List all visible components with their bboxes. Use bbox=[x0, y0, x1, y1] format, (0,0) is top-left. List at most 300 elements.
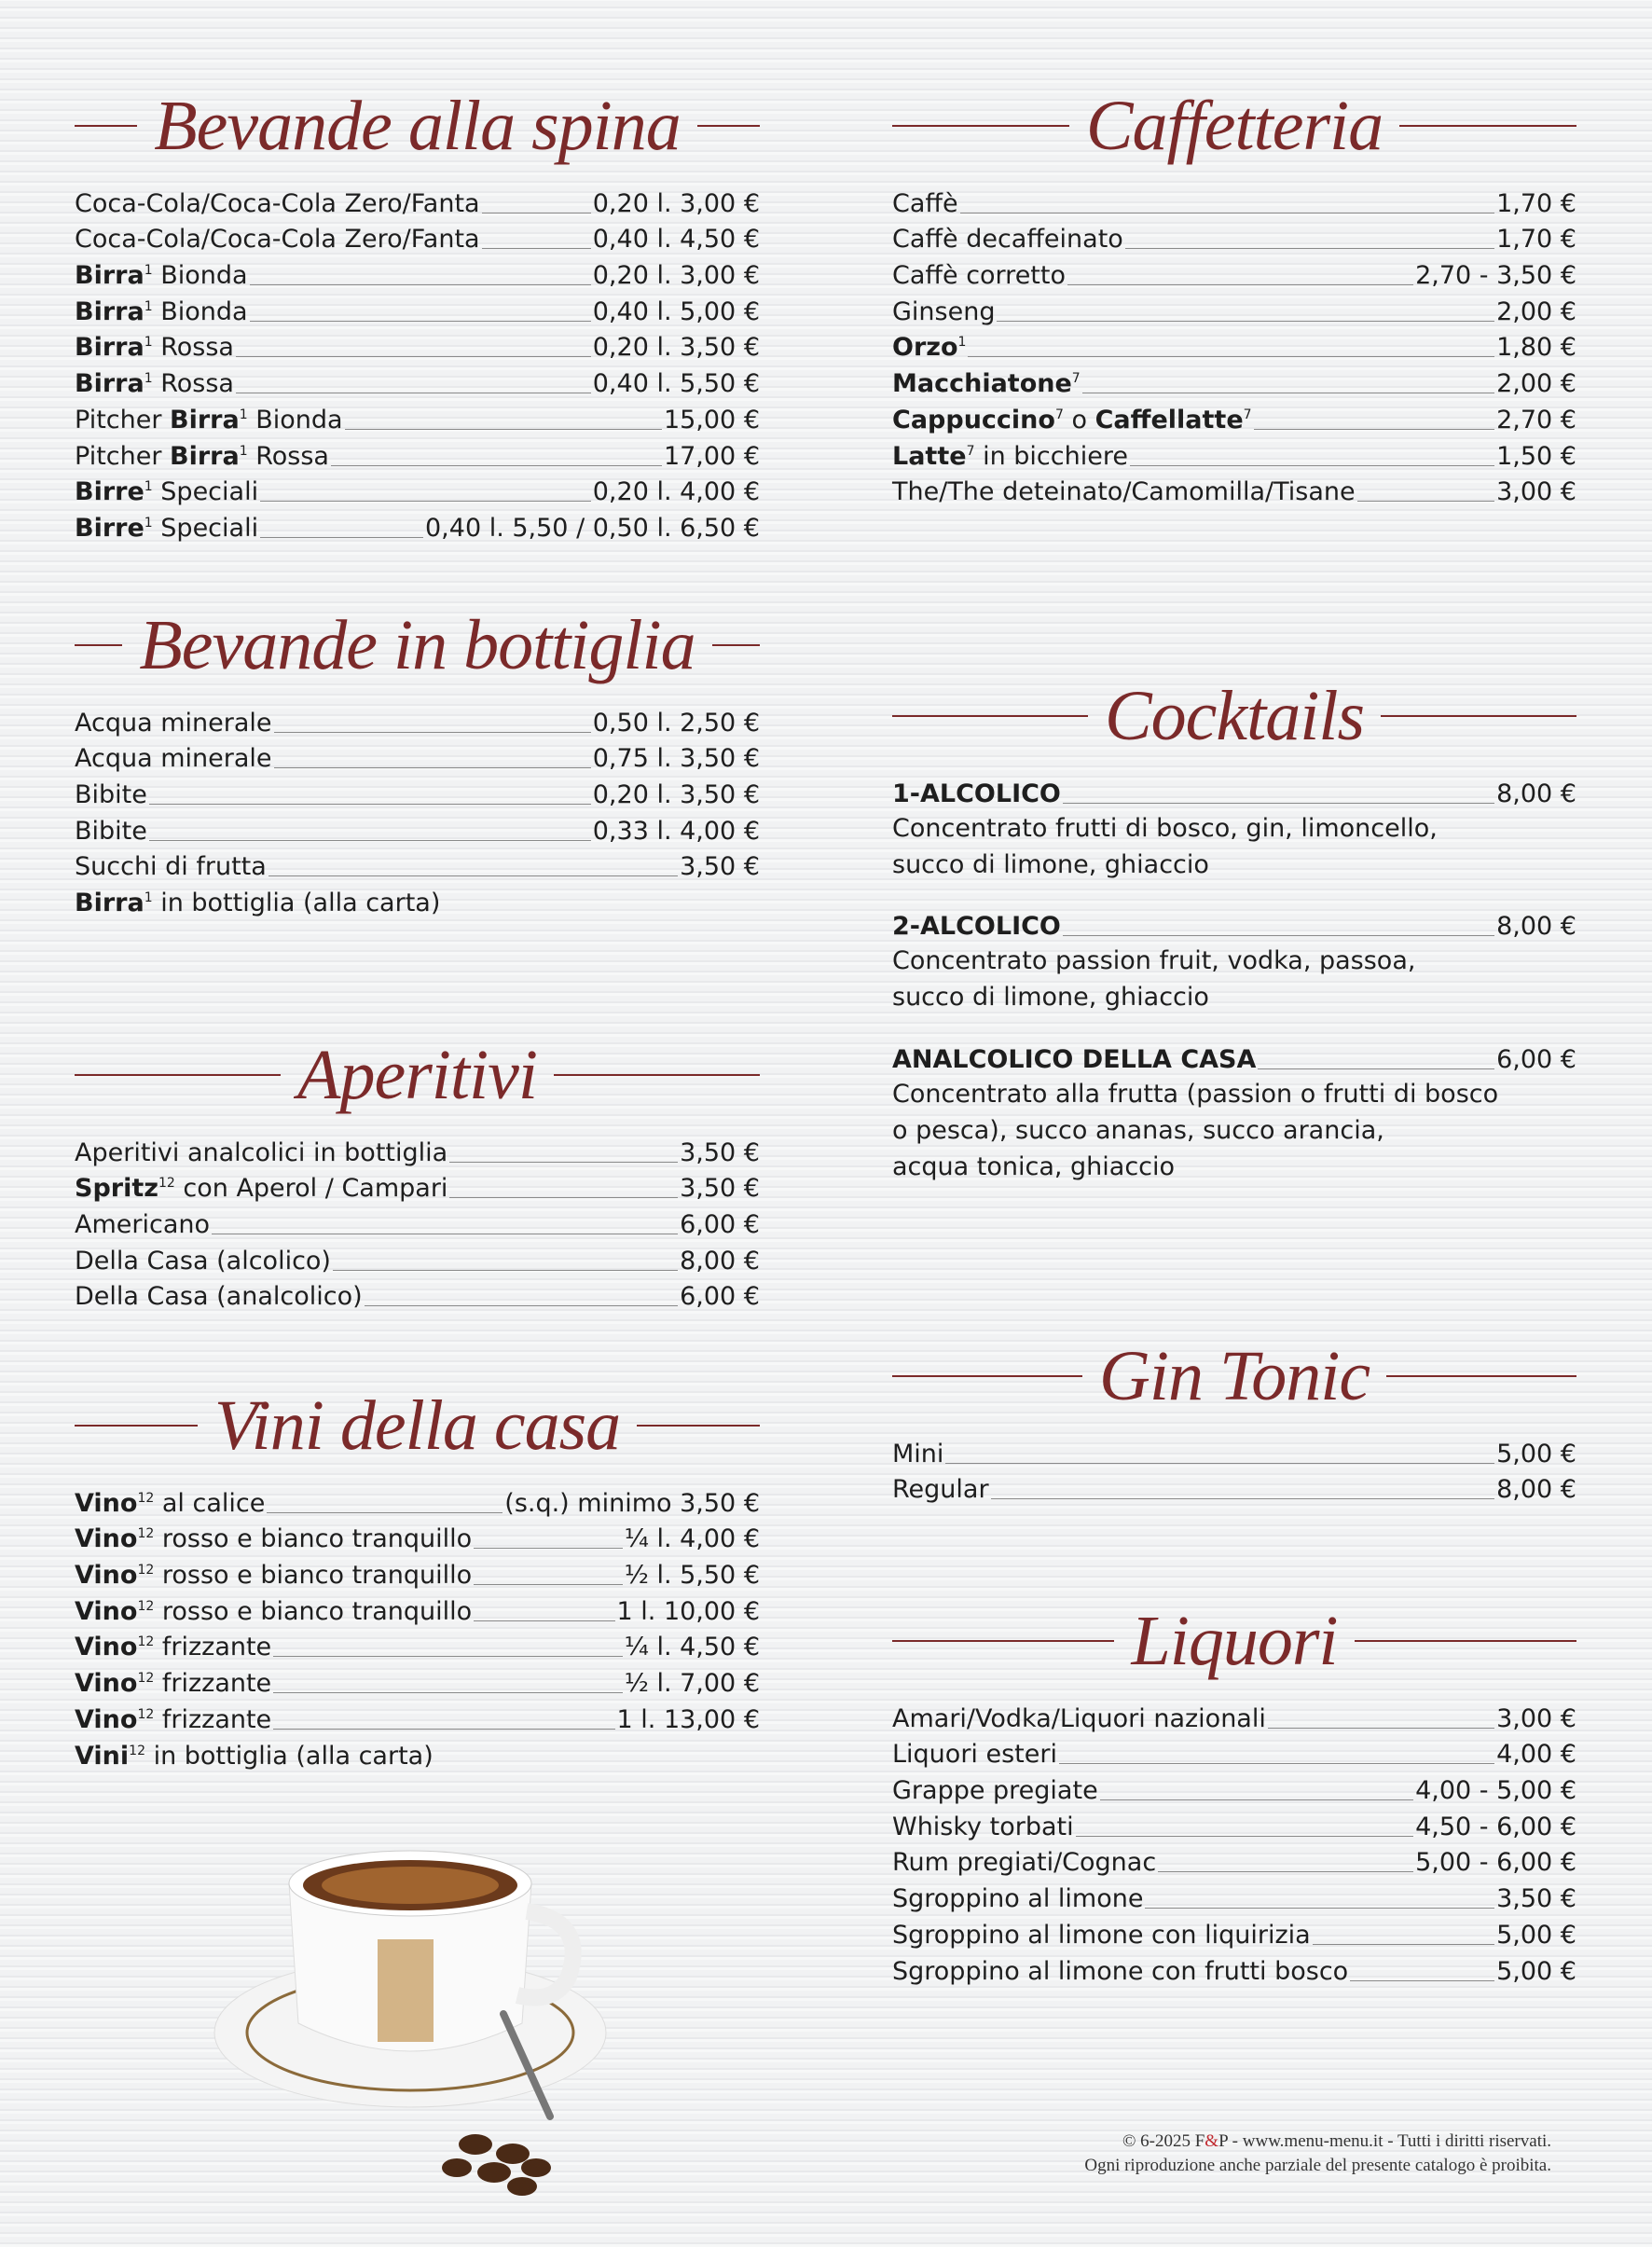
section-header bbox=[75, 600, 760, 690]
cocktail-description: Concentrato frutti di bosco, gin, limoncello, bbox=[892, 813, 1438, 843]
leader-line bbox=[1258, 1068, 1494, 1069]
item-name bbox=[892, 441, 1128, 473]
item-name bbox=[75, 368, 234, 400]
divider-line bbox=[892, 1640, 1114, 1642]
section-title: Caffetteria bbox=[1085, 86, 1384, 165]
divider-line bbox=[892, 1375, 1082, 1377]
menu-item bbox=[892, 1951, 1576, 1988]
menu-item bbox=[892, 1915, 1576, 1951]
item-name bbox=[75, 888, 440, 919]
menu-item bbox=[75, 473, 760, 509]
item-name bbox=[75, 1560, 472, 1592]
leader-line bbox=[482, 248, 591, 249]
item-list bbox=[75, 1133, 760, 1313]
menu-item bbox=[75, 255, 760, 292]
leader-line bbox=[260, 537, 423, 538]
item-name bbox=[892, 1883, 1143, 1915]
divider-line bbox=[712, 644, 760, 646]
menu-item bbox=[75, 292, 760, 328]
allergen-superscript: 1 bbox=[144, 371, 153, 387]
item-name-bold: Birra bbox=[75, 296, 145, 326]
item-name-text: Amari/Vodka/Liquori nazionali bbox=[892, 1703, 1266, 1733]
menu-item bbox=[75, 1520, 760, 1556]
item-name-bold: Cappuccino bbox=[892, 405, 1055, 434]
item-price: 1,70 € bbox=[1496, 188, 1576, 218]
item-price: 0,40 l. 4,50 € bbox=[592, 225, 760, 255]
item-name-text: Coca-Cola/Coca-Cola Zero/Fanta bbox=[75, 188, 480, 218]
item-list bbox=[892, 1699, 1576, 1988]
cocktail-item bbox=[892, 774, 1576, 883]
leader-line bbox=[333, 1270, 678, 1271]
item-name-bold: Birra bbox=[75, 889, 145, 918]
menu-item bbox=[892, 436, 1576, 473]
section-title: Bevande in bottiglia bbox=[139, 605, 695, 684]
leader-line bbox=[236, 356, 591, 357]
item-name-text: Pitcher bbox=[75, 405, 171, 434]
leader-line bbox=[1158, 1871, 1413, 1872]
item-name-text: Coca-Cola/Coca-Cola Zero/Fanta bbox=[75, 225, 480, 255]
allergen-superscript: 12 bbox=[137, 1563, 155, 1578]
item-name-text: Della Casa (alcolico) bbox=[75, 1246, 331, 1275]
item-name bbox=[75, 1704, 271, 1736]
item-name-text: Mini bbox=[892, 1439, 944, 1468]
leader-line bbox=[149, 840, 591, 841]
item-name-bold: Birra bbox=[75, 261, 145, 291]
leader-line bbox=[274, 767, 591, 768]
section-bevande-alla-spina bbox=[75, 81, 760, 545]
item-name bbox=[892, 260, 1066, 292]
menu-item bbox=[892, 400, 1576, 436]
item-price: 8,00 € bbox=[680, 1246, 760, 1275]
menu-item bbox=[75, 1663, 760, 1700]
menu-item bbox=[892, 220, 1576, 256]
item-name-text: Rossa bbox=[152, 333, 234, 363]
item-name-bold: Latte bbox=[892, 441, 967, 471]
item-list bbox=[892, 1434, 1576, 1506]
allergen-superscript: 12 bbox=[137, 1706, 155, 1722]
item-name bbox=[75, 224, 480, 255]
item-price: 5,00 € bbox=[1496, 1956, 1576, 1986]
divider-line bbox=[75, 644, 122, 646]
divider-line bbox=[75, 1425, 198, 1427]
item-name bbox=[75, 1246, 331, 1277]
item-name bbox=[75, 1173, 447, 1205]
item-name-text: Grappe pregiate bbox=[892, 1776, 1098, 1806]
leader-line bbox=[1268, 1728, 1494, 1729]
item-name bbox=[892, 1703, 1266, 1735]
item-name-text: rosso e bianco tranquillo bbox=[154, 1524, 473, 1554]
item-name-text: Pitcher bbox=[75, 441, 171, 471]
leader-line bbox=[267, 1512, 502, 1513]
menu-item bbox=[75, 848, 760, 884]
leader-line bbox=[449, 1162, 678, 1163]
item-name-bold: Vino bbox=[75, 1669, 138, 1699]
menu-item bbox=[892, 184, 1576, 220]
item-name-bold: Birre bbox=[75, 513, 145, 543]
item-price: 17,00 € bbox=[663, 441, 760, 471]
menu-item bbox=[75, 775, 760, 811]
allergen-superscript: 12 bbox=[137, 1526, 155, 1542]
leader-line bbox=[365, 1305, 678, 1306]
divider-line bbox=[892, 715, 1088, 717]
section-title: Bevande alla spina bbox=[154, 86, 681, 165]
item-name-bold: Vino bbox=[75, 1704, 138, 1734]
menu-item bbox=[75, 184, 760, 220]
item-name-text: frizzante bbox=[154, 1669, 272, 1699]
item-price: 3,50 € bbox=[680, 1137, 760, 1167]
item-price: 6,00 € bbox=[680, 1282, 760, 1312]
item-name-text: Acqua minerale bbox=[75, 744, 272, 774]
item-price: 4,00 - 5,00 € bbox=[1415, 1776, 1576, 1806]
item-name bbox=[892, 476, 1356, 508]
leader-line bbox=[268, 875, 678, 876]
item-price: ¼ l. 4,50 € bbox=[624, 1633, 760, 1662]
item-price: 0,20 l. 3,00 € bbox=[592, 261, 760, 291]
item-name-text: Whisky torbati bbox=[892, 1812, 1074, 1841]
item-name bbox=[892, 1956, 1348, 1988]
item-name-text: Rossa bbox=[247, 441, 329, 471]
menu-item bbox=[892, 1699, 1576, 1735]
allergen-superscript: 1 bbox=[144, 263, 153, 279]
leader-line bbox=[482, 213, 591, 214]
leader-line bbox=[945, 1463, 1494, 1464]
cocktail-name: 1-ALCOLICO bbox=[892, 779, 1061, 808]
cocktail-name-row bbox=[892, 774, 1576, 810]
item-name-text: al calice bbox=[154, 1488, 266, 1518]
item-name bbox=[892, 1812, 1074, 1843]
menu-item bbox=[75, 508, 760, 545]
leader-line bbox=[1076, 1836, 1414, 1837]
item-price: 2,70 € bbox=[1496, 405, 1576, 434]
item-name bbox=[75, 708, 272, 739]
divider-line bbox=[892, 125, 1069, 127]
item-price: (s.q.) minimo 3,50 € bbox=[504, 1488, 760, 1518]
item-name-text: Speciali bbox=[152, 477, 259, 507]
item-name-text: Sgroppino al limone con liquirizia bbox=[892, 1920, 1311, 1950]
cocktail-name: ANALCOLICO DELLA CASA bbox=[892, 1045, 1257, 1075]
cocktail-description: o pesca), succo ananas, succo arancia, bbox=[892, 1116, 1384, 1146]
menu-item bbox=[892, 292, 1576, 328]
item-name bbox=[892, 368, 1081, 400]
section-header bbox=[75, 1030, 760, 1120]
allergen-superscript: 1 bbox=[144, 335, 153, 351]
menu-item bbox=[892, 1434, 1576, 1470]
item-name-text: Bibite bbox=[75, 816, 147, 846]
item-name-bold: Vino bbox=[75, 1633, 138, 1662]
menu-item bbox=[892, 473, 1576, 509]
item-price: 1 l. 10,00 € bbox=[616, 1596, 760, 1626]
item-name-text: Ginseng bbox=[892, 296, 996, 326]
item-name-bold: Birre bbox=[75, 477, 145, 507]
item-price: 3,00 € bbox=[1496, 1703, 1576, 1733]
menu-item bbox=[892, 1843, 1576, 1880]
item-name-bold: Vino bbox=[75, 1561, 138, 1591]
item-price: 1 l. 13,00 € bbox=[616, 1704, 760, 1734]
menu-item bbox=[892, 1807, 1576, 1843]
item-price: 0,20 l. 3,00 € bbox=[592, 188, 760, 218]
menu-item bbox=[892, 328, 1576, 365]
leader-line bbox=[1313, 1944, 1494, 1945]
item-name bbox=[892, 1920, 1311, 1951]
allergen-superscript: 1 bbox=[144, 890, 153, 906]
item-name bbox=[75, 405, 343, 436]
item-name bbox=[75, 1523, 472, 1555]
item-name-text: Rossa bbox=[152, 369, 234, 399]
item-name-text: Bibite bbox=[75, 780, 147, 810]
menu-item bbox=[75, 364, 760, 400]
leader-line bbox=[997, 321, 1494, 322]
item-name-text: Americano bbox=[75, 1210, 211, 1240]
item-name bbox=[75, 441, 329, 473]
copyright-line: © 6-2025 F&P - www.menu-menu.it - Tutti i diritti riservati. bbox=[1122, 2131, 1551, 2151]
coffee-cup-image bbox=[196, 1799, 681, 2210]
item-name-bold: Birra bbox=[170, 405, 240, 434]
item-list bbox=[75, 703, 760, 919]
leader-line bbox=[1100, 1799, 1413, 1800]
item-name bbox=[892, 1775, 1098, 1807]
cocktail-name-row bbox=[892, 1040, 1576, 1076]
section-aperitivi bbox=[75, 1030, 760, 1313]
item-price: 3,50 € bbox=[680, 852, 760, 882]
item-name-text: in bottiglia (alla carta) bbox=[152, 889, 441, 918]
item-price: 0,20 l. 4,00 € bbox=[592, 477, 760, 507]
allergen-superscript: 1 bbox=[239, 407, 248, 422]
item-name-text: frizzante bbox=[154, 1633, 272, 1662]
item-list bbox=[75, 184, 760, 545]
reproduction-notice: Ogni riproduzione anche parziale del presente catalogo è proibita. bbox=[1084, 2156, 1551, 2175]
item-name bbox=[75, 1281, 363, 1313]
divider-line bbox=[1355, 1640, 1576, 1642]
item-name bbox=[75, 1137, 447, 1169]
item-name bbox=[892, 296, 995, 328]
leader-line bbox=[1254, 429, 1495, 430]
menu-item bbox=[75, 328, 760, 365]
leader-line bbox=[260, 501, 591, 502]
item-name-text: Acqua minerale bbox=[75, 708, 272, 738]
allergen-superscript: 12 bbox=[158, 1176, 175, 1192]
item-name-text: Speciali bbox=[152, 513, 259, 543]
item-price: 0,20 l. 3,50 € bbox=[592, 333, 760, 363]
cocktail-item bbox=[892, 907, 1576, 1016]
divider-line bbox=[554, 1074, 760, 1076]
section-header bbox=[892, 1596, 1576, 1686]
item-name bbox=[75, 1596, 472, 1628]
divider-line bbox=[697, 125, 760, 127]
allergen-superscript: 12 bbox=[137, 1634, 155, 1650]
leader-line bbox=[1063, 803, 1494, 804]
section-vini-della-casa bbox=[75, 1381, 760, 1772]
allergen-superscript: 1 bbox=[957, 335, 967, 351]
section-title: Cocktails bbox=[1104, 676, 1365, 755]
leader-line bbox=[1059, 1763, 1494, 1764]
section-caffetteria bbox=[892, 81, 1576, 508]
section-header bbox=[892, 81, 1576, 171]
item-name-text: in bicchiere bbox=[974, 441, 1128, 471]
item-price: 5,00 € bbox=[1496, 1439, 1576, 1468]
item-name bbox=[892, 332, 966, 364]
menu-item bbox=[75, 220, 760, 256]
item-name bbox=[892, 224, 1123, 255]
item-name-bold: Vino bbox=[75, 1524, 138, 1554]
item-price: 5,00 € bbox=[1496, 1920, 1576, 1950]
item-name-text: Succhi di frutta bbox=[75, 852, 267, 882]
item-name bbox=[75, 1632, 271, 1663]
item-name-text: con Aperol / Campari bbox=[174, 1174, 448, 1204]
cocktail-description: succo di limone, ghiaccio bbox=[892, 849, 1209, 879]
allergen-superscript: 12 bbox=[137, 1598, 155, 1614]
item-name-bold: Birra bbox=[75, 333, 145, 363]
section-header bbox=[892, 671, 1576, 761]
item-name-text: Caffè corretto bbox=[892, 261, 1066, 291]
menu-item bbox=[75, 811, 760, 848]
menu-item bbox=[892, 364, 1576, 400]
leader-line bbox=[331, 465, 662, 466]
item-price: 0,40 l. 5,50 / 0,50 l. 6,50 € bbox=[425, 513, 760, 543]
item-name bbox=[892, 1439, 943, 1470]
divider-line bbox=[75, 125, 137, 127]
leader-line bbox=[1145, 1908, 1494, 1909]
item-name-text: Liquori esteri bbox=[892, 1740, 1057, 1770]
leader-line bbox=[273, 1729, 614, 1730]
leader-line bbox=[991, 1498, 1495, 1499]
leader-line bbox=[345, 429, 662, 430]
item-name bbox=[75, 476, 258, 508]
item-name bbox=[75, 188, 480, 220]
item-price: ¼ l. 4,00 € bbox=[624, 1524, 760, 1554]
item-price: 15,00 € bbox=[663, 405, 760, 434]
allergen-superscript: 1 bbox=[239, 443, 248, 459]
section-liquori bbox=[892, 1596, 1576, 1988]
leader-line bbox=[1125, 248, 1494, 249]
item-name-text: o bbox=[1063, 405, 1095, 434]
menu-item bbox=[75, 436, 760, 473]
item-name bbox=[892, 1847, 1156, 1879]
item-name-bold: Macchiatone bbox=[892, 369, 1072, 399]
item-name bbox=[892, 1474, 989, 1506]
item-name-text: in bottiglia (alla carta) bbox=[145, 1741, 434, 1771]
item-price: 0,75 l. 3,50 € bbox=[592, 744, 760, 774]
item-list bbox=[892, 184, 1576, 508]
leader-line bbox=[960, 213, 1494, 214]
allergen-superscript: 1 bbox=[144, 515, 153, 531]
item-name bbox=[892, 188, 958, 220]
item-price: 3,50 € bbox=[680, 1174, 760, 1204]
leader-line bbox=[1067, 284, 1413, 285]
item-name bbox=[75, 1209, 210, 1241]
item-name bbox=[75, 851, 267, 883]
cocktail-name: 2-ALCOLICO bbox=[892, 912, 1061, 942]
item-name-text: Rum pregiati/Cognac bbox=[892, 1848, 1157, 1878]
item-name-bold: Vino bbox=[75, 1596, 138, 1626]
leader-line bbox=[474, 1548, 623, 1549]
menu-item bbox=[75, 1169, 760, 1206]
leader-line bbox=[1357, 501, 1495, 502]
item-name-bold: Caffellatte bbox=[1094, 405, 1244, 434]
item-price: ½ l. 7,00 € bbox=[624, 1669, 760, 1699]
item-name-text: The/The deteinato/Camomilla/Tisane bbox=[892, 477, 1356, 507]
menu-item bbox=[75, 1483, 760, 1520]
item-name-text: Regular bbox=[892, 1475, 989, 1505]
leader-line bbox=[1063, 935, 1494, 936]
allergen-superscript: 7 bbox=[1071, 371, 1081, 387]
menu-item bbox=[75, 1241, 760, 1277]
menu-item bbox=[75, 1628, 760, 1664]
section-header bbox=[892, 1331, 1576, 1421]
allergen-superscript: 1 bbox=[144, 298, 153, 314]
item-name-text: rosso e bianco tranquillo bbox=[154, 1596, 473, 1626]
item-name bbox=[75, 743, 272, 775]
section-bevande-in-bottiglia bbox=[75, 600, 760, 919]
item-name-bold: Spritz bbox=[75, 1174, 158, 1204]
section-header bbox=[75, 81, 760, 171]
item-name-bold: Birra bbox=[170, 441, 240, 471]
item-price: 8,00 € bbox=[1496, 1475, 1576, 1505]
allergen-superscript: 7 bbox=[1243, 407, 1252, 422]
divider-line bbox=[1381, 715, 1576, 717]
leader-line bbox=[474, 1620, 614, 1621]
item-name-bold: Vini bbox=[75, 1741, 130, 1771]
leader-line bbox=[250, 284, 591, 285]
item-name bbox=[892, 405, 1252, 436]
menu-item bbox=[892, 1771, 1576, 1807]
item-price: 1,50 € bbox=[1496, 441, 1576, 471]
cocktail-description: succo di limone, ghiaccio bbox=[892, 983, 1209, 1013]
allergen-superscript: 7 bbox=[966, 443, 975, 459]
section-header bbox=[75, 1381, 760, 1470]
item-price: 0,40 l. 5,50 € bbox=[592, 369, 760, 399]
cocktail-description: Concentrato alla frutta (passion o frutti di bosco bbox=[892, 1080, 1499, 1110]
item-price: 0,40 l. 5,00 € bbox=[592, 296, 760, 326]
item-price: 2,00 € bbox=[1496, 296, 1576, 326]
section-title: Liquori bbox=[1131, 1601, 1338, 1680]
item-price: 0,50 l. 2,50 € bbox=[592, 708, 760, 738]
item-name-text: Sgroppino al limone con frutti bosco bbox=[892, 1956, 1349, 1986]
menu-item bbox=[892, 1735, 1576, 1771]
allergen-superscript: 12 bbox=[137, 1671, 155, 1687]
menu-item bbox=[892, 255, 1576, 292]
item-name-text: Bionda bbox=[152, 261, 248, 291]
item-name-bold: Birra bbox=[75, 369, 145, 399]
leader-line bbox=[250, 321, 591, 322]
menu-item bbox=[75, 400, 760, 436]
leader-line bbox=[273, 1692, 623, 1693]
leader-line bbox=[1350, 1980, 1494, 1981]
menu-item bbox=[75, 739, 760, 776]
menu-item bbox=[75, 1277, 760, 1314]
divider-line bbox=[75, 1074, 281, 1076]
copyright-footer bbox=[1084, 2130, 1551, 2178]
leader-line bbox=[149, 804, 591, 805]
section-title: Vini della casa bbox=[213, 1385, 621, 1465]
item-list bbox=[892, 774, 1576, 1185]
item-price: 6,00 € bbox=[680, 1210, 760, 1240]
section-title: Aperitivi bbox=[297, 1035, 537, 1114]
leader-line bbox=[449, 1197, 678, 1198]
leader-line bbox=[474, 1584, 623, 1585]
item-name bbox=[75, 1668, 271, 1700]
cocktail-item bbox=[892, 1040, 1576, 1185]
menu-item bbox=[75, 703, 760, 739]
item-name-text: rosso e bianco tranquillo bbox=[154, 1561, 473, 1591]
item-price: 5,00 - 6,00 € bbox=[1415, 1848, 1576, 1878]
allergen-superscript: 12 bbox=[137, 1490, 155, 1506]
item-price: ½ l. 5,50 € bbox=[624, 1561, 760, 1591]
item-name bbox=[75, 296, 248, 328]
item-name bbox=[892, 1739, 1057, 1771]
section-title: Gin Tonic bbox=[1098, 1336, 1370, 1415]
item-price: 1,70 € bbox=[1496, 225, 1576, 255]
item-name-text: Caffè bbox=[892, 188, 958, 218]
